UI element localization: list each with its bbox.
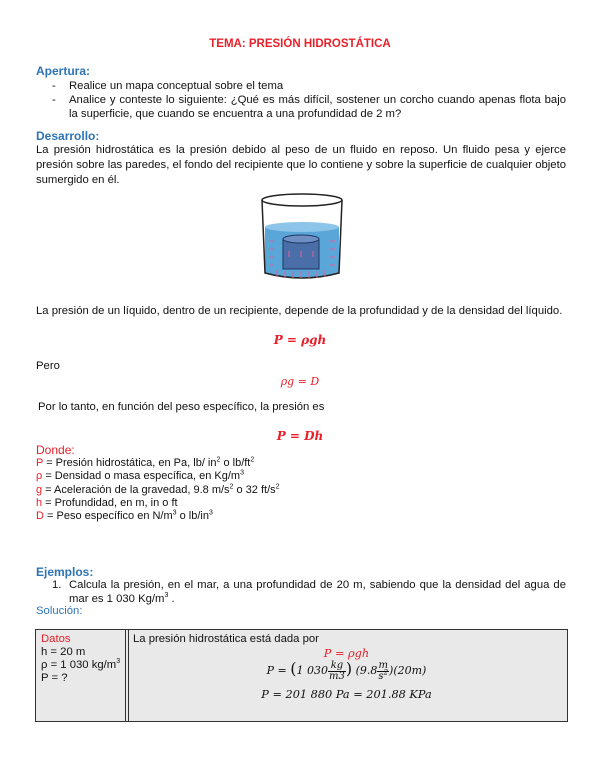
ejemplos-heading: Ejemplos: — [36, 565, 94, 579]
definition-symbol: g — [36, 484, 43, 496]
bullet-dash: - — [52, 80, 56, 92]
frac-den-base: s — [378, 670, 384, 682]
definition-item — [36, 484, 280, 496]
fraction-kg-m3 — [328, 661, 346, 682]
beaker-illustration — [255, 191, 349, 283]
definition-text: = Densidad o masa específica, en Kg/m — [42, 470, 241, 482]
apertura-heading: Apertura: — [36, 64, 91, 78]
depends-paragraph: La presión de un líquido, dentro de un recipiente, depende de la profundidad y de la densidad del líquido. — [36, 305, 563, 317]
dato-rho-sup: 3 — [116, 658, 121, 666]
pero-text: Pero — [36, 360, 60, 372]
desarrollo-heading: Desarrollo: — [36, 129, 100, 143]
solution-formula-1: P = ρgh — [323, 647, 370, 660]
definition-item — [36, 510, 213, 522]
definition-item — [36, 497, 178, 509]
ejemplo-number: 1. — [52, 579, 62, 591]
definition-symbol: D — [36, 510, 44, 522]
definition-text: o 32 ft/s — [233, 484, 276, 496]
formula-rho-g: ρg = D — [280, 375, 320, 388]
apertura-item-2 — [52, 93, 566, 121]
apertura-item-text: Analice y conteste lo siguiente: ¿Qué es más difícil, sostener un corcho cuando apenas flota bajo la superficie, que cuando se encuentra a una profundidad de 2 m? — [69, 94, 566, 120]
ejemplo-text — [69, 578, 566, 606]
apertura-item-text: Realice un mapa conceptual sobre el tema — [69, 80, 284, 92]
beaker-rim — [262, 194, 342, 206]
definition-sup: 3 — [172, 509, 177, 517]
dato-rho — [41, 659, 120, 671]
water-surface — [265, 222, 339, 232]
solution-cell — [128, 630, 568, 721]
definition-item — [36, 457, 254, 469]
definition-sup: 3 — [208, 509, 213, 517]
frac-num: m — [378, 659, 388, 671]
definition-text: o lb/in — [176, 510, 209, 522]
solution-formula-3: P = 201 880 Pa = 201.88 KPa — [261, 688, 432, 701]
dato-p: P = ? — [41, 672, 68, 684]
formula-2-rho: 1 030 — [296, 664, 329, 677]
definition-sup: 3 — [240, 469, 244, 477]
dato-rho-text: ρ = 1 030 kg/m — [41, 659, 117, 671]
definition-text: o lb/ft — [220, 457, 251, 469]
definition-text: = Presión hidrostática, en Pa, lb/ in — [43, 457, 217, 469]
datos-cell — [36, 630, 126, 721]
ejemplo-text-end: . — [168, 593, 175, 605]
definition-sup: 2 — [275, 483, 280, 491]
definition-symbol: ρ — [36, 470, 43, 482]
formula-2-lhs: P = — [266, 664, 291, 677]
block-top — [283, 235, 319, 243]
frac-den: m3 — [329, 670, 345, 682]
formula-pressure: P = ρgh — [273, 333, 327, 347]
dato-h: h = 20 m — [41, 646, 86, 658]
frac-den-sup: 2 — [383, 668, 389, 677]
definition-sup: 2 — [250, 456, 255, 464]
definition-text: = Profundidad, en m, in o ft — [42, 497, 178, 509]
datos-label: Datos — [41, 633, 71, 645]
definition-text: = Peso específico en N/m — [43, 510, 173, 522]
ejemplo-sup: 3 — [164, 592, 169, 600]
document-title: TEMA: PRESIÓN HIDROSTÁTICA — [209, 38, 391, 50]
solution-formula-2: P = (1 030 $\frac{kg}{m3}$ ) (9.8 $\frac{m}{s^2}$ )(20m) — [266, 659, 427, 682]
formula-2-g: (9.8 — [355, 664, 378, 677]
definition-symbol: P — [36, 457, 44, 469]
definition-symbol: h — [36, 497, 43, 509]
definition-sup: 2 — [229, 483, 234, 491]
formula-dh: P = Dh — [276, 429, 324, 443]
ejemplo-text-main: Calcula la presión, en el mar, a una profundidad de 20 m, sabiendo que la densidad del agua de mar es 1 030 Kg/m — [69, 579, 566, 605]
por-lo-tanto-text: Por lo tanto, en función del peso específico, la presión es — [38, 401, 325, 413]
definition-sup: 2 — [216, 456, 221, 464]
solution-table — [35, 629, 568, 722]
frac-den — [377, 668, 389, 682]
definition-text: = Aceleración de la gravedad, 9.8 m/s — [42, 484, 230, 496]
donde-heading: Donde: — [36, 443, 75, 457]
apertura-item-1 — [52, 79, 566, 93]
definition-item — [36, 470, 244, 482]
solution-intro: La presión hidrostática está dada por — [133, 633, 319, 645]
desarrollo-intro: La presión hidrostática es la presión debido al peso de un fluido en reposo. Un fluido pesa y ejerce presión sobre las paredes, el fondo del recipiente que lo contiene y sobre la superficie de cualquier objeto sumergido en él. — [36, 144, 566, 186]
fraction-m-s2 — [377, 661, 389, 682]
bullet-dash: - — [52, 94, 56, 106]
solucion-label: Solución: — [36, 605, 83, 617]
frac-num: kg — [328, 661, 346, 672]
formula-2-tail: )(20m) — [389, 664, 427, 677]
